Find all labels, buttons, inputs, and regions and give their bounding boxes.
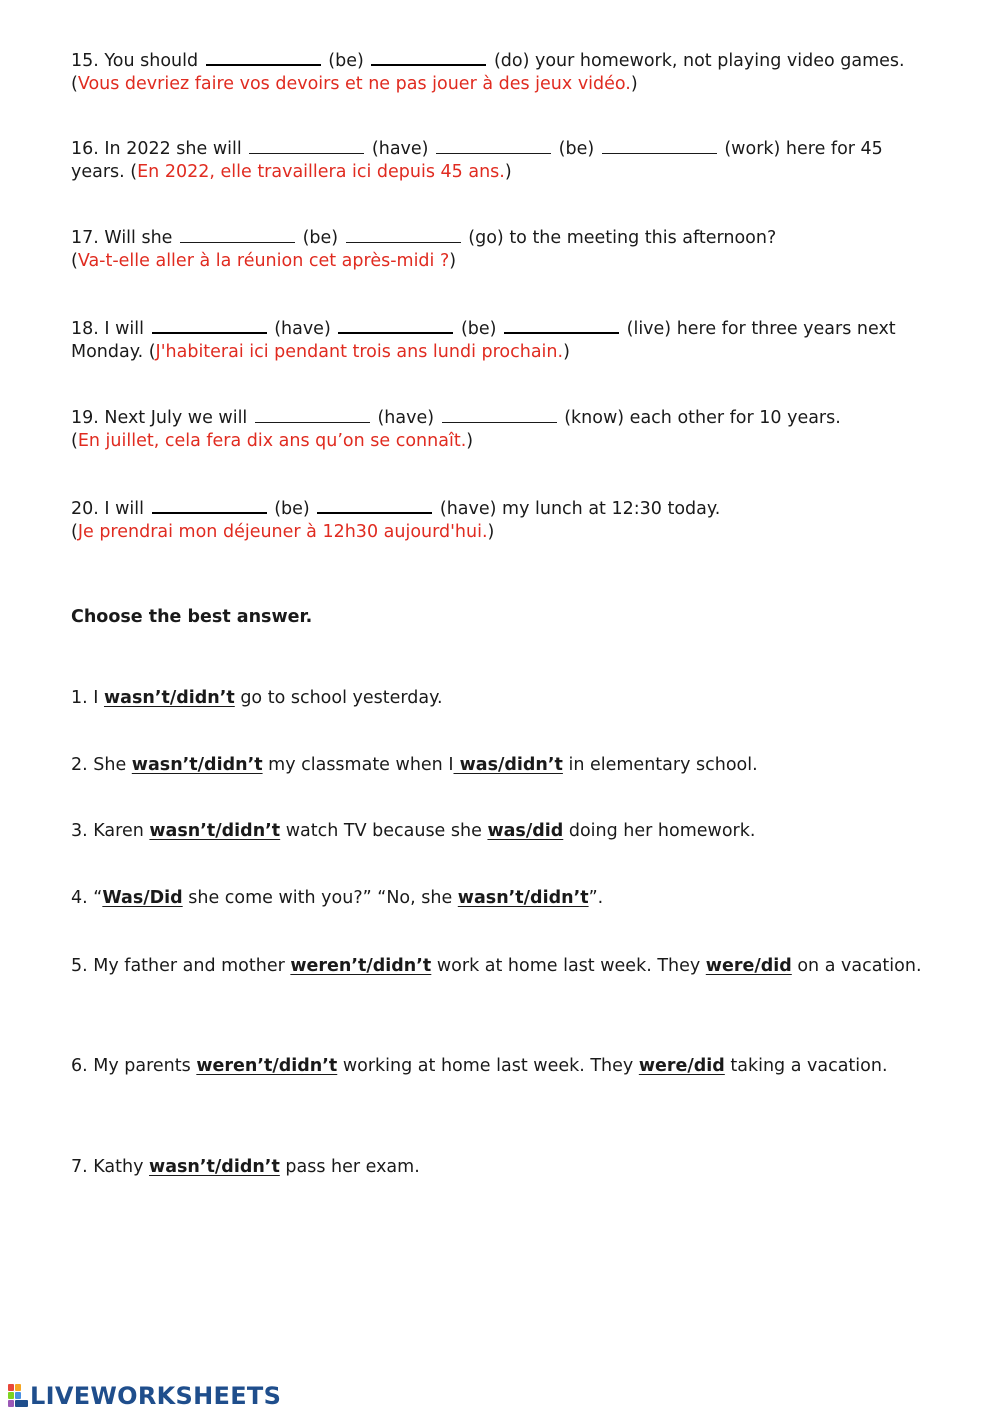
answer-blank[interactable] [255, 406, 370, 423]
exercise-item-18: 18. I will (have) (be) (live) here for three years next Monday. (J'habiterai ici pendant trois ans lundi prochain.) [71, 316, 941, 363]
choice-item-6: 6. My parents weren’t/didn’t working at home last week. They were/did taking a vacation. [71, 1056, 888, 1076]
answer-blank[interactable] [602, 137, 717, 154]
exercise-item-20: 20. I will (be) (have) my lunch at 12:30 today. (Je prendrai mon déjeuner à 12h30 aujourd'hui.) [71, 496, 941, 543]
choice-option[interactable]: wasn’t/didn’t [149, 821, 281, 841]
choice-option[interactable]: weren’t/didn’t [290, 956, 432, 976]
exercise-item-19: 19. Next July we will (have) (know) each other for 10 years. (En juillet, cela fera dix ans qu’on se connaît.) [71, 408, 841, 451]
answer-blank[interactable] [442, 406, 557, 423]
choice-option[interactable]: was/did [487, 821, 564, 841]
answer-blank[interactable] [338, 316, 453, 334]
answer-blank[interactable] [152, 316, 267, 334]
choice-item-5: 5. My father and mother weren’t/didn’t work at home last week. They were/did on a vacation. [71, 956, 922, 976]
choice-option[interactable]: wasn’t/didn’t [131, 755, 263, 775]
choice-option[interactable]: were/did [638, 1056, 725, 1076]
choice-item-3: 3. Karen wasn’t/didn’t watch TV because she was/did doing her homework. [71, 821, 756, 841]
french-translation: Je prendrai mon déjeuner à 12h30 aujourd'hui. [77, 521, 488, 542]
choice-option[interactable]: weren’t/didn’t [196, 1056, 338, 1076]
french-translation: Va-t-elle aller à la réunion cet après-midi ? [77, 250, 450, 271]
french-translation: En juillet, cela fera dix ans qu’on se connaît. [77, 430, 467, 451]
answer-blank[interactable] [504, 316, 619, 334]
french-translation: En 2022, elle travaillera ici depuis 45 ans. [137, 161, 505, 182]
answer-blank[interactable] [436, 137, 551, 154]
choice-option[interactable]: were/did [705, 956, 792, 976]
french-translation: J'habiterai ici pendant trois ans lundi prochain. [155, 341, 564, 362]
choice-item-2: 2. She wasn’t/didn’t my classmate when I was/didn’t in elementary school. [71, 755, 758, 775]
answer-blank[interactable] [371, 48, 486, 66]
choice-option[interactable]: wasn’t/didn’t [149, 1157, 280, 1177]
exercise-item-17: 17. Will she (be) (go) to the meeting this afternoon? (Va-t-elle aller à la réunion cet après-midi ?) [71, 228, 777, 271]
exercise-item-16: 16. In 2022 she will (have) (be) (work) here for 45 years. (En 2022, elle travaillera ici depuis 45 ans.) [71, 139, 883, 182]
liveworksheets-logo [8, 1382, 281, 1410]
answer-blank[interactable] [346, 226, 461, 243]
answer-blank[interactable] [249, 137, 364, 154]
choice-item-1: 1. I wasn’t/didn’t go to school yesterday. [71, 688, 443, 708]
choice-option[interactable]: Was/Did [102, 888, 183, 908]
logo-blocks-icon [8, 1384, 30, 1408]
choice-option[interactable]: wasn’t/didn’t [103, 688, 235, 708]
logo-text: LIVEWORKSHEETS [30, 1382, 282, 1410]
choice-option[interactable]: wasn’t/didn’t [457, 888, 589, 908]
answer-blank[interactable] [206, 48, 321, 66]
exercise-item-15: 15. You should (be) (do) your homework, not playing video games. (Vous devriez faire vos devoirs et ne pas jouer à des jeux vidéo.) [71, 48, 941, 95]
answer-blank[interactable] [180, 226, 295, 243]
choice-option[interactable]: was/didn’t [453, 755, 563, 775]
choice-item-4: 4. “Was/Did she come with you?” “No, she wasn’t/didn’t”. [71, 888, 604, 908]
french-translation: Vous devriez faire vos devoirs et ne pas jouer à des jeux vidéo. [77, 73, 631, 94]
answer-blank[interactable] [317, 496, 432, 514]
answer-blank[interactable] [152, 496, 267, 514]
section-heading: Choose the best answer. [71, 607, 313, 627]
choice-item-7: 7. Kathy wasn’t/didn’t pass her exam. [71, 1157, 420, 1177]
